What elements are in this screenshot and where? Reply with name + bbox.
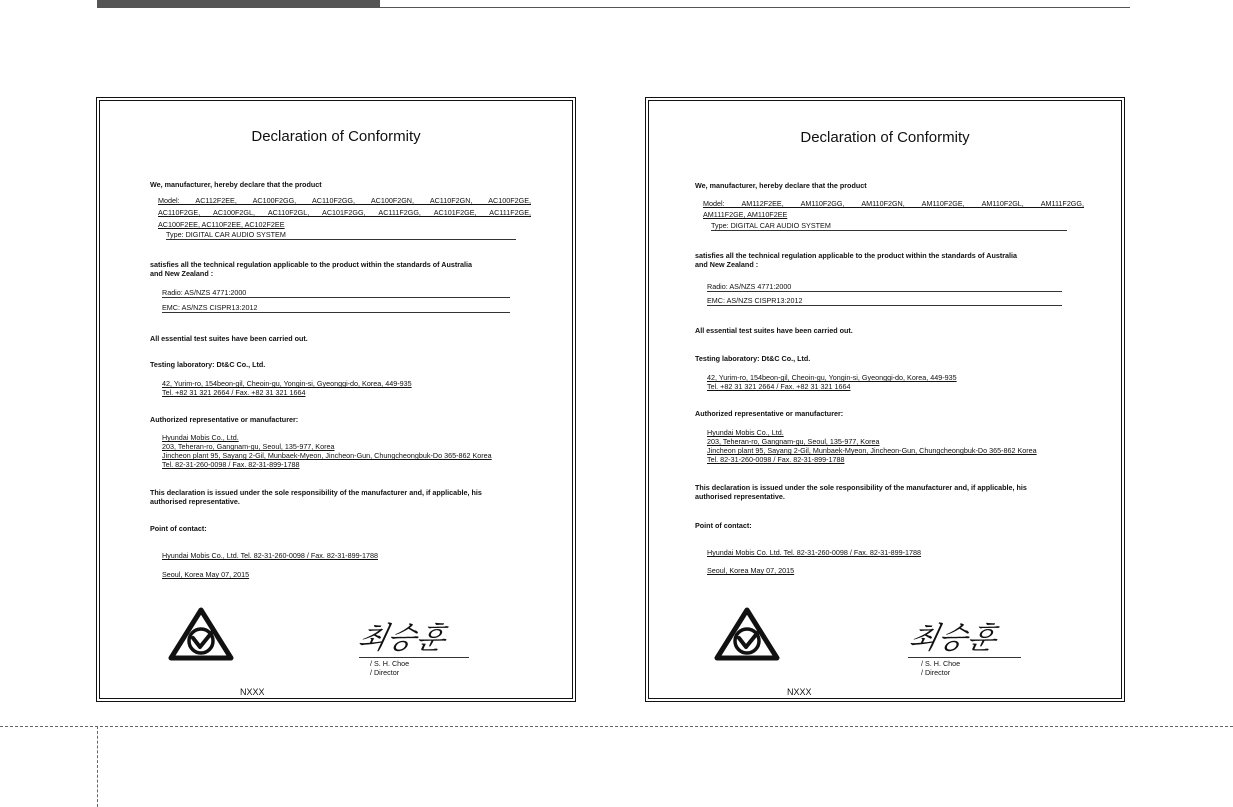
signature-line: [359, 657, 469, 658]
document-title: Declaration of Conformity: [800, 129, 970, 146]
testing-lab: Testing laboratory: Dt&C Co., Ltd.: [150, 360, 266, 369]
rcm-compliance-logo: [713, 606, 781, 662]
rcm-compliance-logo: [167, 606, 235, 662]
model-line: AC110F2GE, AC100F2GL, AC110F2GL, AC101F2GG, AC111F2GG, AC101F2GE, AC111F2GE,: [158, 208, 531, 217]
page-cut-line: [0, 726, 1233, 727]
signature: [905, 613, 1020, 659]
lab-tel: Tel. +82 31 321 2664 / Fax. +82 31 321 1664: [707, 382, 851, 391]
declaration-text: This declaration is issued under the sole responsibility of the manufacturer and, if applicable, his: [695, 483, 1027, 492]
satisfies-text: and New Zealand :: [150, 269, 214, 278]
contact-line: Hyundai Mobis Co. Ltd. Tel. 82-31-260-0098 / Fax. 82-31-899-1788: [707, 548, 922, 557]
signature-line: [908, 657, 1021, 658]
authorized-rep: Authorized representative or manufacturer:: [695, 409, 844, 418]
contact-line: Hyundai Mobis Co., Ltd. Tel. 82-31-260-0098 / Fax. 82-31-899-1788: [162, 551, 379, 560]
lab-tel: Tel. +82 31 321 2664 / Fax. +82 31 321 1664: [162, 388, 306, 397]
place-date: Seoul, Korea May 07, 2015: [707, 566, 795, 575]
footer-code: NXXX: [240, 687, 265, 697]
signer-title: / Director: [370, 668, 400, 677]
lab-address: 42, Yurim-ro, 154beon-gil, Cheoin-gu, Yongin-si, Gyeonggi-do, Korea, 449-935: [162, 379, 412, 388]
tests-text: All essential test suites have been carried out.: [150, 334, 308, 343]
testing-lab: Testing laboratory: Dt&C Co., Ltd.: [695, 354, 811, 363]
signer-name: / S. H. Choe: [370, 659, 410, 668]
satisfies-text: satisfies all the technical regulation applicable to the product within the standards of Australia: [150, 260, 473, 269]
rep-line: Tel. 82-31-260-0098 / Fax. 82-31-899-1788: [707, 455, 845, 464]
point-of-contact: Point of contact:: [695, 521, 752, 530]
signature-text: 최승훈: [905, 621, 1000, 656]
radio-standard: Radio: AS/NZS 4771:2000: [707, 282, 1062, 292]
signer-name: / S. H. Choe: [921, 659, 961, 668]
emc-standard: EMC: AS/NZS CISPR13:2012: [707, 296, 1062, 306]
rep-line: Jincheon plant 95, Sayang 2-Gil, Munbaek-Myeon, Jincheon-Gun, Chungcheongbuk-Do 365-862 Korea: [707, 446, 1037, 455]
product-type: Type: DIGITAL CAR AUDIO SYSTEM: [166, 230, 516, 240]
rep-line: 203, Teheran-ro, Gangnam-gu, Seoul, 135-977, Korea: [162, 442, 335, 451]
product-type: Type: DIGITAL CAR AUDIO SYSTEM: [711, 221, 1067, 231]
point-of-contact: Point of contact:: [150, 524, 207, 533]
tests-text: All essential test suites have been carried out.: [695, 326, 853, 335]
model-line: Model: AC112F2EE, AC100F2GG, AC110F2GG, AC100F2GN, AC110F2GN, AC100F2GE,: [158, 196, 531, 205]
satisfies-text: satisfies all the technical regulation applicable to the product within the standards of Australia: [695, 251, 1018, 260]
satisfies-text: and New Zealand :: [695, 260, 759, 269]
signature: [354, 613, 469, 659]
document-title: Declaration of Conformity: [251, 128, 421, 145]
intro-text: We, manufacturer, hereby declare that the product: [695, 181, 867, 190]
declaration-text: authorised representative.: [695, 492, 785, 501]
authorized-rep: Authorized representative or manufacturer:: [150, 415, 299, 424]
radio-standard: Radio: AS/NZS 4771:2000: [162, 288, 510, 298]
declaration-document-ac: [96, 97, 576, 702]
model-line: Model: AM112F2EE, AM110F2GG, AM110F2GN, AM110F2GE, AM110F2GL, AM111F2GG,: [703, 199, 1084, 208]
rep-line: Hyundai Mobis Co., Ltd.: [162, 433, 239, 442]
footer-code: NXXX: [787, 687, 812, 697]
place-date: Seoul, Korea May 07, 2015: [162, 570, 250, 579]
declaration-document-am: [645, 97, 1125, 702]
lab-address: 42, Yurim-ro, 154beon-gil, Cheoin-gu, Yongin-si, Gyeonggi-do, Korea, 449-935: [707, 373, 957, 382]
declaration-text: This declaration is issued under the sole responsibility of the manufacturer and, if applicable, his: [150, 488, 482, 497]
model-line: AC100F2EE, AC110F2EE, AC102F2EE: [158, 220, 285, 229]
signer-title: / Director: [921, 668, 951, 677]
header-rule: [380, 7, 1130, 8]
emc-standard: EMC: AS/NZS CISPR13:2012: [162, 303, 510, 313]
rep-line: Jincheon plant 95, Sayang 2-Gil, Munbaek-Myeon, Jincheon-Gun, Chungcheongbuk-Do 365-862 Korea: [162, 451, 492, 460]
header-bar: [97, 0, 380, 8]
page-margin-line: [97, 726, 98, 807]
intro-text: We, manufacturer, hereby declare that the product: [150, 180, 322, 189]
rep-line: Tel. 82-31-260-0098 / Fax. 82-31-899-1788: [162, 460, 300, 469]
rep-line: 203, Teheran-ro, Gangnam-gu, Seoul, 135-977, Korea: [707, 437, 880, 446]
declaration-text: authorised representative.: [150, 497, 240, 506]
model-line: AM111F2GE, AM110F2EE: [703, 210, 788, 219]
rep-line: Hyundai Mobis Co., Ltd.: [707, 428, 784, 437]
signature-text: 최승훈: [354, 621, 449, 656]
